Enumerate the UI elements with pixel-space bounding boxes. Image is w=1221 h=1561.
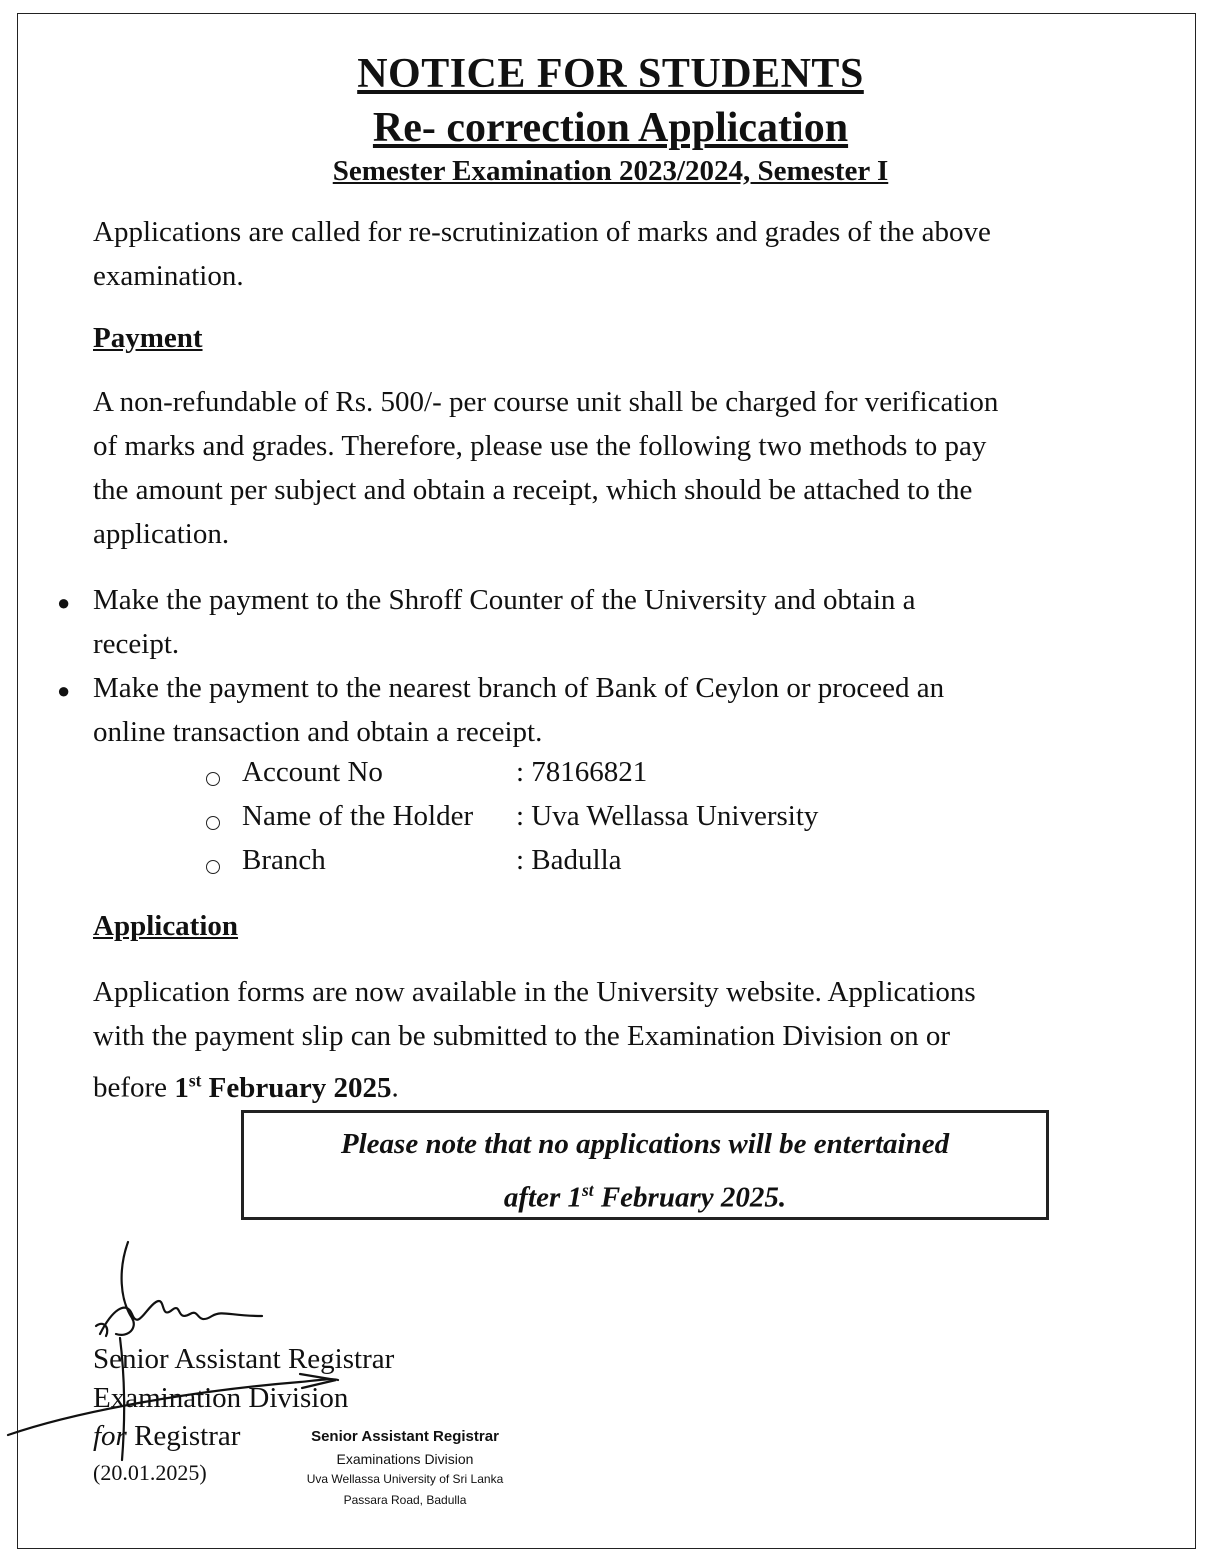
circle-bullet-icon [206, 772, 220, 786]
payment-line: of marks and grades. Therefore, please use the following two methods to pay [93, 430, 987, 462]
notice-subtitle: Re- correction Application [372, 105, 849, 151]
intro-paragraph [93, 210, 1147, 298]
intro-line: examination. [93, 260, 244, 292]
payment-paragraph [93, 380, 1147, 556]
application-heading: Application [93, 910, 239, 942]
application-line: Application forms are now available in the University website. Applications [93, 976, 976, 1008]
signatory-division: Examination Division [93, 1382, 349, 1414]
payment-option-1 [93, 578, 1147, 666]
option-line: Make the payment to the Shroff Counter of the University and obtain a [93, 584, 916, 616]
application-paragraph [93, 970, 1147, 1110]
account-no-value: : 78166821 [516, 756, 648, 788]
payment-line: application. [93, 518, 230, 550]
deadline-note-box [241, 1110, 1049, 1220]
holder-label: Name of the Holder [242, 800, 474, 832]
signatory-title: Senior Assistant Registrar [93, 1343, 395, 1375]
intro-line: Applications are called for re-scrutinization of marks and grades of the above [93, 216, 991, 248]
bullet-icon: ● [57, 678, 71, 703]
payment-line: A non-refundable of Rs. 500/- per course unit shall be charged for verification [93, 386, 999, 418]
branch-label: Branch [242, 844, 326, 876]
deadline-date: 1st February 2025 [174, 1070, 392, 1104]
payment-heading: Payment [93, 322, 203, 354]
signature-date: (20.01.2025) [93, 1460, 207, 1485]
option-line: online transaction and obtain a receipt. [93, 716, 543, 748]
note-line: after 1st February 2025. [503, 1180, 787, 1214]
payment-option-2 [93, 666, 1147, 754]
exam-line: Semester Examination 2023/2024, Semester I [332, 155, 889, 187]
option-line: Make the payment to the nearest branch of Bank of Ceylon or proceed an [93, 672, 945, 704]
notice-title: NOTICE FOR STUDENTS [357, 51, 864, 97]
application-line: before 1st February 2025. [93, 1070, 399, 1104]
note-line: Please note that no applications will be entertained [340, 1128, 950, 1160]
option-line: receipt. [93, 628, 180, 660]
payment-line: the amount per subject and obtain a receipt, which should be attached to the [93, 474, 973, 506]
for-registrar: for Registrar [93, 1420, 241, 1452]
application-line: with the payment slip can be submitted to the Examination Division on or [93, 1020, 950, 1052]
circle-bullet-icon [206, 860, 220, 874]
before-text: before [93, 1071, 168, 1104]
holder-value: : Uva Wellassa University [516, 800, 819, 832]
bullet-icon: ● [57, 590, 71, 615]
circle-bullet-icon [206, 816, 220, 830]
account-no-label: Account No [242, 756, 383, 788]
branch-value: : Badulla [516, 844, 622, 876]
